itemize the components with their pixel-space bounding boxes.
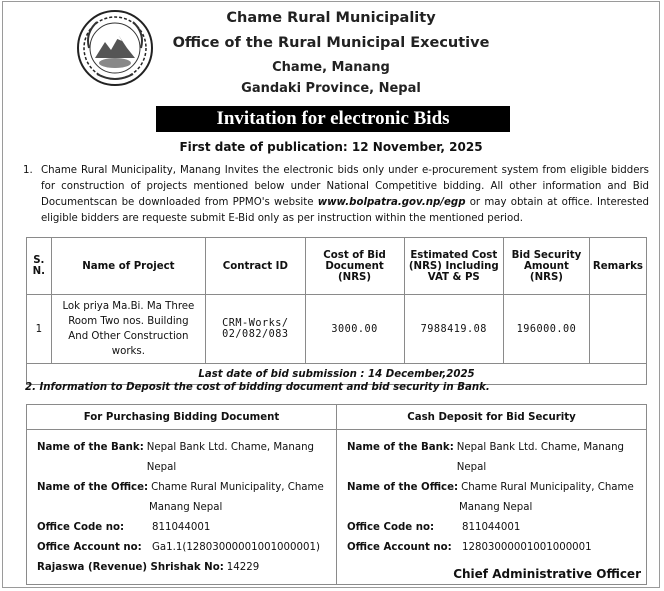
office-name-label: Name of the Office:	[37, 482, 149, 493]
office-account-row	[347, 538, 638, 558]
paragraph-text: or may obtain at office. Interested eligible bidders are requeste submit E-Bid only as per instruction within the mentioned period.	[41, 197, 649, 224]
office-code-label: Office Code no:	[347, 522, 435, 533]
section-2-heading: 2. Information to Deposit the cost of bidding document and bid security in Bank.	[25, 382, 490, 393]
office-name: Office of the Rural Municipal Executive	[172, 35, 490, 51]
notice-title: Invitation for electronic Bids	[156, 106, 510, 132]
rajaswa-label: Rajaswa (Revenue) Shrishak No:	[37, 562, 224, 573]
table-row	[27, 295, 647, 364]
office-code-value: 811044001	[462, 522, 521, 533]
cell-bid-security: 196000.00	[503, 295, 589, 364]
office-name-value-cont: Manang Nepal	[149, 502, 223, 513]
municipality-name: Chame Rural Municipality	[226, 10, 436, 26]
cell-contract-id: CRM-Works/ 02/082/083	[206, 295, 305, 364]
purchasing-document-details	[27, 430, 337, 585]
header-sn: S. N.	[27, 238, 52, 295]
office-account-label: Office Account no:	[37, 542, 142, 553]
bank-name-value: Nepal Bank Ltd. Chame, Manang Nepal	[146, 442, 315, 473]
header-contract-id: Contract ID	[206, 238, 305, 295]
rajaswa-value: 14229	[226, 562, 260, 573]
bank-name-row	[347, 438, 638, 478]
paragraph-text: Chame Rural Municipality, Manang Invites the electronic bids only under e-procurement system from eligible bidders for construction of projects mentioned below under National Competitive bidding. All other information and Bid Documentscan be downloaded from PPMO's website	[41, 165, 649, 208]
office-code-value: 811044001	[152, 522, 211, 533]
bank-name-label: Name of the Bank:	[347, 442, 454, 453]
cash-deposit-title: Cash Deposit for Bid Security	[337, 405, 647, 430]
cash-deposit-details	[337, 430, 647, 585]
office-code-row	[37, 518, 328, 538]
office-account-value: Ga1.1(12803000001001000001)	[152, 542, 320, 553]
office-account-row	[37, 538, 328, 558]
cell-bid-doc-cost: 3000.00	[305, 295, 404, 364]
cell-estimated-cost: 7988419.08	[404, 295, 503, 364]
header-remarks: Remarks	[589, 238, 646, 295]
province-line: Gandaki Province, Nepal	[241, 81, 421, 96]
office-code-row	[347, 518, 638, 538]
office-account-label: Office Account no:	[347, 542, 452, 553]
section-number: 1.	[23, 165, 33, 176]
office-code-label: Office Code no:	[37, 522, 125, 533]
signature-title: Chief Administrative Officer	[453, 567, 641, 581]
bid-table-header	[27, 238, 647, 295]
deposit-table	[26, 404, 647, 585]
rajaswa-row	[37, 558, 328, 578]
office-account-value: 12803000001001000001	[462, 542, 592, 553]
office-name-row	[347, 478, 638, 498]
header-estimated-cost: Estimated Cost (NRS) Including VAT & PS	[404, 238, 503, 295]
bank-name-row	[37, 438, 328, 478]
publication-date: First date of publication: 12 November, 2025	[179, 140, 483, 154]
office-name-value: Chame Rural Municipality, Chame	[461, 482, 634, 493]
purchasing-document-title: For Purchasing Bidding Document	[27, 405, 337, 430]
section-1-text	[41, 163, 649, 227]
header-bid-security: Bid Security Amount (NRS)	[503, 238, 589, 295]
cell-project: Lok priya Ma.Bi. Ma Three Room Two nos. Building And Other Construction works.	[51, 295, 205, 364]
office-name-value: Chame Rural Municipality, Chame	[151, 482, 324, 493]
notice-page	[2, 1, 660, 588]
header-project: Name of Project	[51, 238, 205, 295]
deposit-table-header	[27, 405, 647, 430]
office-name-row	[37, 478, 328, 498]
ppmo-website-link[interactable]: www.bolpatra.gov.np/egp	[317, 197, 466, 208]
bid-table	[26, 237, 647, 385]
cell-sn: 1	[27, 295, 52, 364]
deposit-table-row	[27, 430, 647, 585]
office-name-value-cont: Manang Nepal	[459, 502, 533, 513]
bank-name-label: Name of the Bank:	[37, 442, 144, 453]
bank-name-value: Nepal Bank Ltd. Chame, Manang Nepal	[456, 442, 625, 473]
office-name-label: Name of the Office:	[347, 482, 459, 493]
address-line: Chame, Manang	[272, 60, 390, 75]
header-bid-doc-cost: Cost of Bid Document (NRS)	[305, 238, 404, 295]
section-1-paragraph	[25, 163, 649, 227]
last-submission-date: Last date of bid submission : 14 December,2025	[27, 364, 647, 385]
cell-remarks	[589, 295, 646, 364]
